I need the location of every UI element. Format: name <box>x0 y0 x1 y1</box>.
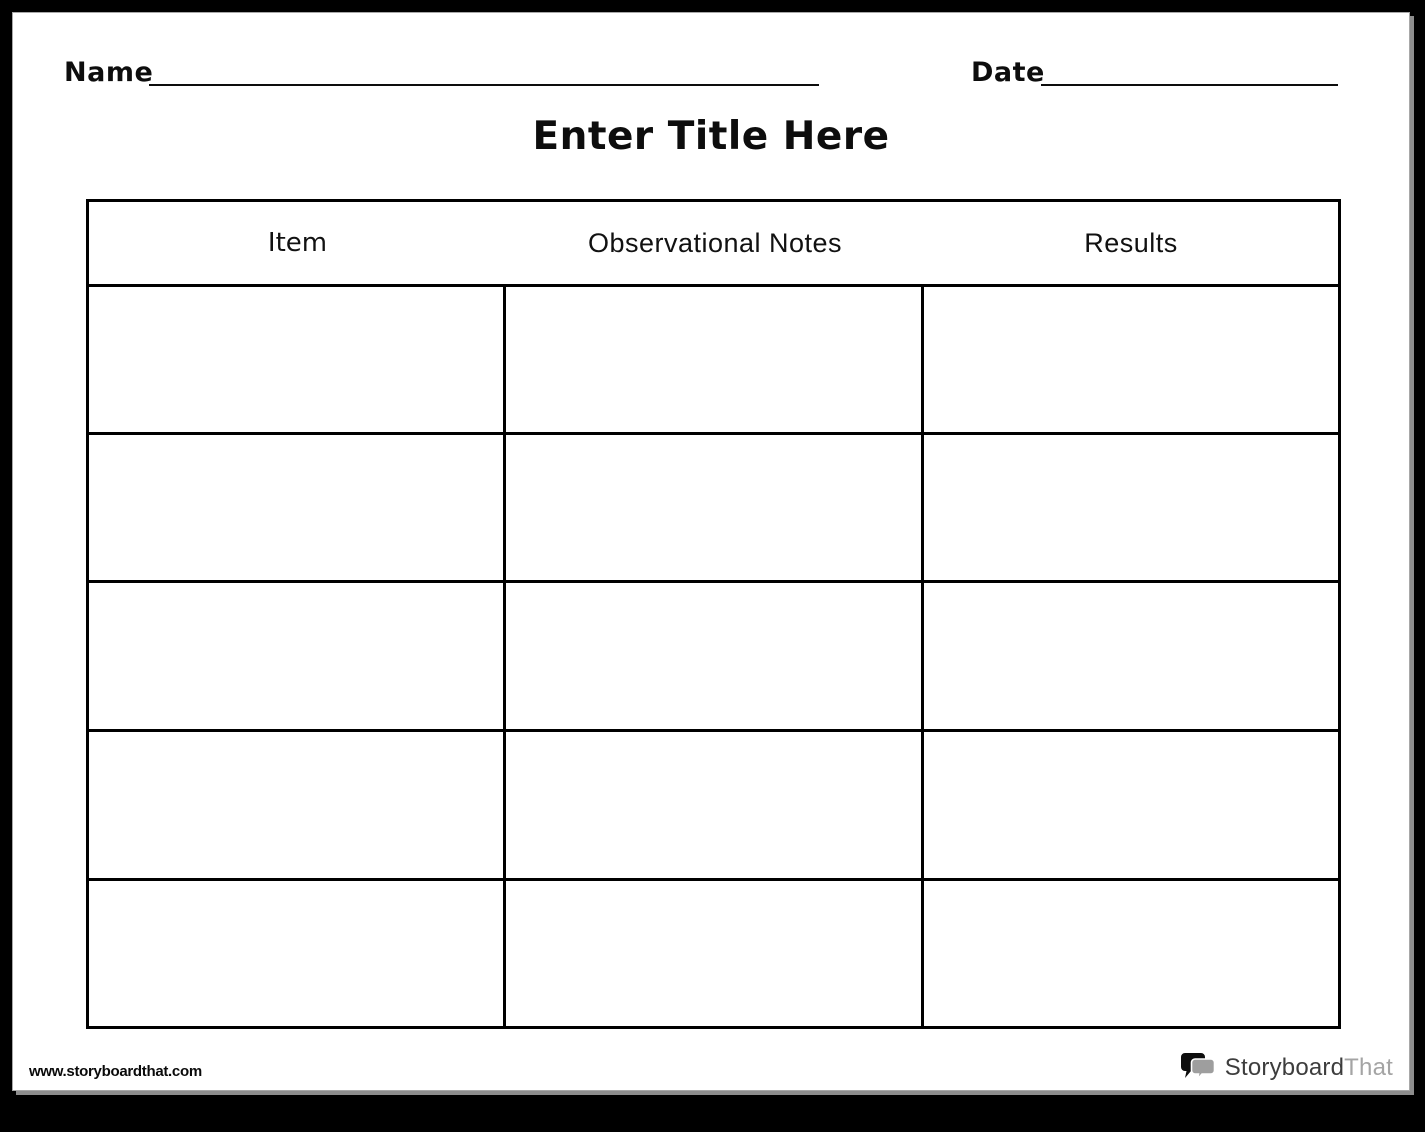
speech-bubbles-icon <box>1180 1051 1218 1085</box>
table-cell[interactable] <box>506 435 924 580</box>
table-header-row <box>89 202 1338 287</box>
logo-text-storyboard: Storyboard <box>1224 1054 1345 1081</box>
storyboardthat-logo <box>1180 1051 1393 1085</box>
table-cell[interactable] <box>924 881 1338 1026</box>
table-row <box>89 287 1338 435</box>
table-cell[interactable] <box>924 435 1338 580</box>
table-row <box>89 583 1338 732</box>
table-cell[interactable] <box>506 732 924 878</box>
logo-wordmark <box>1225 1054 1393 1082</box>
table-cell[interactable] <box>506 287 924 432</box>
worksheet-page <box>12 12 1410 1091</box>
observation-table <box>86 199 1341 1029</box>
table-cell[interactable] <box>89 435 506 580</box>
table-row <box>89 881 1338 1026</box>
table-body <box>89 287 1338 1026</box>
date-input-line[interactable] <box>1041 84 1338 86</box>
table-cell[interactable] <box>924 583 1338 729</box>
table-cell[interactable] <box>89 583 506 729</box>
table-cell[interactable] <box>924 732 1338 878</box>
name-input-line[interactable] <box>149 84 819 86</box>
table-row <box>89 732 1338 881</box>
website-url: www.storyboardthat.com <box>29 1063 202 1080</box>
table-cell[interactable] <box>924 287 1338 432</box>
name-label: Name <box>64 57 154 88</box>
table-cell[interactable] <box>89 732 506 878</box>
table-cell[interactable] <box>89 287 506 432</box>
logo-text-that: That <box>1344 1054 1393 1081</box>
column-header-observational-notes: Observational Notes <box>587 227 843 258</box>
table-cell[interactable] <box>89 881 506 1026</box>
date-label: Date <box>971 57 1045 88</box>
page-title[interactable]: Enter Title Here <box>532 114 890 159</box>
table-cell[interactable] <box>506 583 924 729</box>
column-header-item: Item <box>267 228 328 258</box>
table-row <box>89 435 1338 583</box>
column-header-results: Results <box>1084 227 1178 258</box>
table-cell[interactable] <box>506 881 924 1026</box>
